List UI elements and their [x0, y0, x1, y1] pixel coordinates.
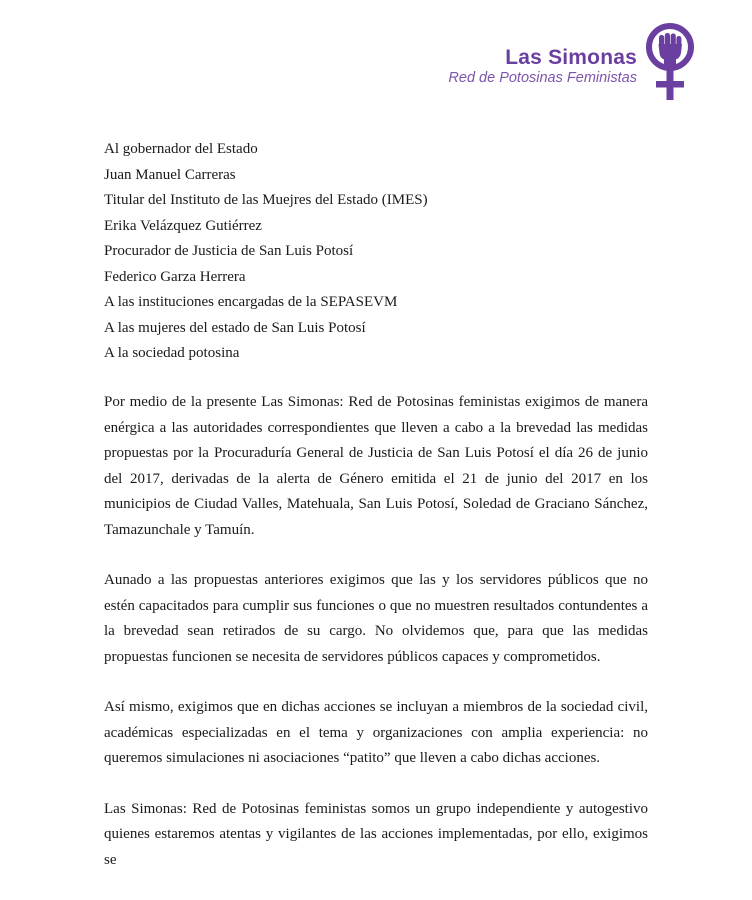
addressee-line: Al gobernador del Estado	[104, 141, 258, 157]
logo-title: Las Simonas	[505, 46, 637, 69]
logo-subtitle: Red de Potosinas Feministas	[448, 70, 637, 86]
addressee-line: Federico Garza Herrera	[104, 268, 246, 285]
addressee-line: Erika Velázquez Gutiérrez	[104, 217, 262, 234]
addressee-list	[104, 137, 428, 367]
body-paragraph: Por medio de la presente Las Simonas: Red de Potosinas feministas exigimos de manera enérgica a las autoridades correspondientes que lleven a cabo a la brevedad las medidas propuestas por la Procuraduría General de Justicia de San Luis Potosí el día 26 de junio del 2017, derivadas de la alerta de Género emitida el 21 de junio del 2017 en los municipios de Ciudad Valles, Matehuala, San Luis Potosí, Soledad de Graciano Sánchez, Tamazunchale y Tamuín.	[104, 394, 648, 538]
body-paragraph: Aunado a las propuestas anteriores exigimos que las y los servidores públicos que no estén capacitados para cumplir sus funciones o que no muestren resultados contundentes a la brevedad sean retirados de su cargo. No olvidemos que, para que las medidas propuestas funcionen se necesita de servidores públicos capaces y comprometidos.	[104, 572, 648, 665]
logo-text	[448, 46, 637, 86]
addressee-line: Procurador de Justicia de San Luis Potosí	[104, 243, 354, 259]
venus-fist-icon	[642, 22, 698, 102]
addressee-line: A la sociedad potosina	[104, 345, 240, 361]
addressee-line: A las mujeres del estado de San Luis Potosí	[104, 319, 366, 336]
letter-body	[104, 390, 648, 898]
addressee-line: Juan Manuel Carreras	[104, 166, 236, 183]
body-paragraph: Así mismo, exigimos que en dichas acciones se incluyan a miembros de la sociedad civil, académicas especializadas en el tema y organizaciones con amplia experiencia: no queremos simulaciones ni asociaciones “patito” que lleven a cabo dichas acciones.	[104, 699, 648, 766]
body-paragraph: Las Simonas: Red de Potosinas feministas somos un grupo independiente y autogestivo quienes estaremos atentas y vigilantes de las acciones implementadas, por ello, exigimos se	[104, 800, 648, 868]
addressee-line: Titular del Instituto de las Muejres del Estado (IMES)	[104, 192, 428, 208]
addressee-line: A las instituciones encargadas de la SEPASEVM	[104, 294, 398, 310]
